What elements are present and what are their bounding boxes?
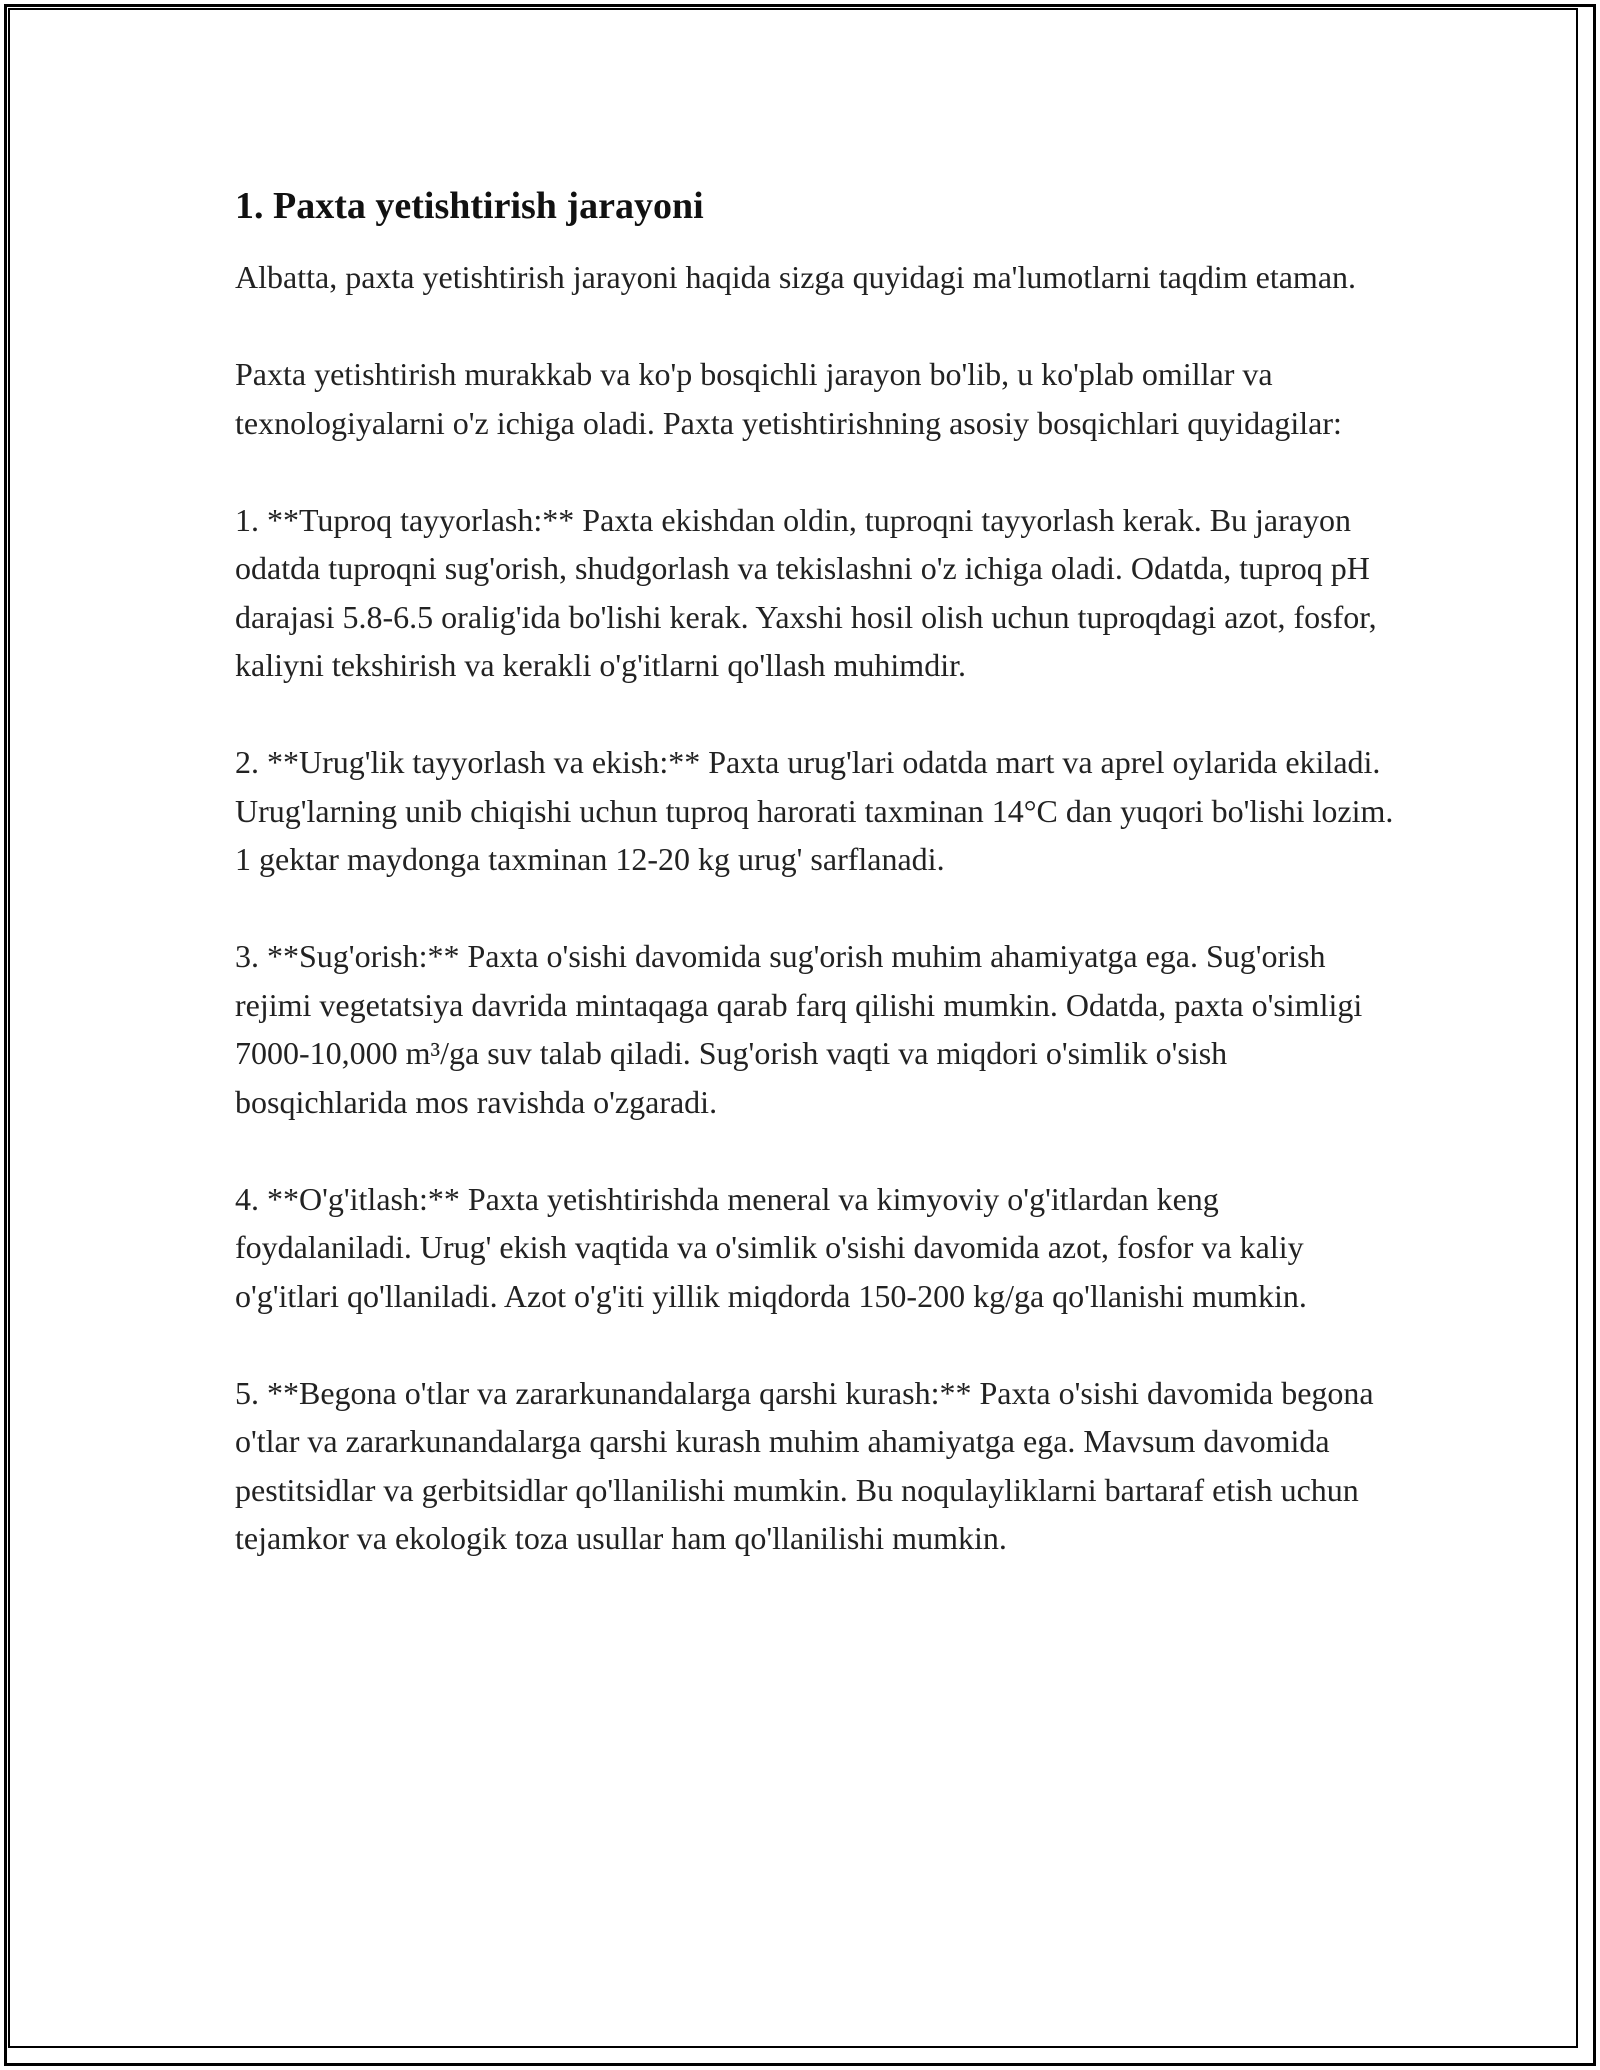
step-2-seed-preparation-sowing: 2. **Urug'lik tayyorlash va ekish:** Paxta urug'lari odatda mart va aprel oylarida ekiladi. Urug'larning unib chiqishi uchun tuproq harorati taxminan 14°C dan yuqori bo'lishi lozim. 1 gektar maydonga taxminan 12-20 kg urug' sarflanadi. [235,744,1394,877]
document-body [235,182,1395,1563]
intro-paragraph: Albatta, paxta yetishtirish jarayoni haqida sizga quyidagi ma'lumotlarni taqdim etaman. [235,259,1357,295]
step-3-irrigation: 3. **Sug'orish:** Paxta o'sishi davomida sug'orish muhim ahamiyatga ega. Sug'orish rejimi vegetatsiya davrida mintaqaga qarab farq qilishi mumkin. Odatda, paxta o'simligi 7000-10,000 m³/ga suv talab qiladi. Sug'orish vaqti va miqdori o'simlik o'sish bosqichlarida mos ravishda o'zgaradi. [235,938,1363,1120]
overview-paragraph: Paxta yetishtirish murakkab va ko'p bosqichli jarayon bo'lib, u ko'plab omillar va texnologiyalarni o'z ichiga oladi. Paxta yetishtirishning asosiy bosqichlari quyidagilar: [235,356,1342,441]
document-title: 1. Paxta yetishtirish jarayoni [235,185,704,227]
step-1-soil-preparation: 1. **Tuproq tayyorlash:** Paxta ekishdan oldin, tuproqni tayyorlash kerak. Bu jarayon odatda tuproqni sug'orish, shudgorlash va tekislashni o'z ichiga oladi. Odatda, tuproq pH darajasi 5.8-6.5 oralig'ida bo'lishi kerak. Yaxshi hosil olish uchun tuproqdagi azot, fosfor, kaliyni tekshirish va kerakli o'g'itlarni qo'llash muhimdir. [235,501,1377,683]
step-4-fertilizing: 4. **O'g'itlash:** Paxta yetishtirishda meneral va kimyoviy o'g'itlardan keng foydalaniladi. Urug' ekish vaqtida va o'simlik o'sishi davomida azot, fosfor va kaliy o'g'itlari qo'llaniladi. Azot o'g'iti yillik miqdorda 150-200 kg/ga qo'llanishi mumkin. [235,1180,1307,1314]
step-5-weed-pest-control: 5. **Begona o'tlar va zararkunandalarga qarshi kurash:** Paxta o'sishi davomida begona o'tlar va zararkunandalarga qarshi kurash muhim ahamiyatga ega. Mavsum davomida pestitsidlar va gerbitsidlar qo'llanilishi mumkin. Bu noqulayliklarni bartaraf etish uchun tejamkor va ekologik toza usullar ham qo'llanilishi mumkin. [235,1374,1374,1556]
